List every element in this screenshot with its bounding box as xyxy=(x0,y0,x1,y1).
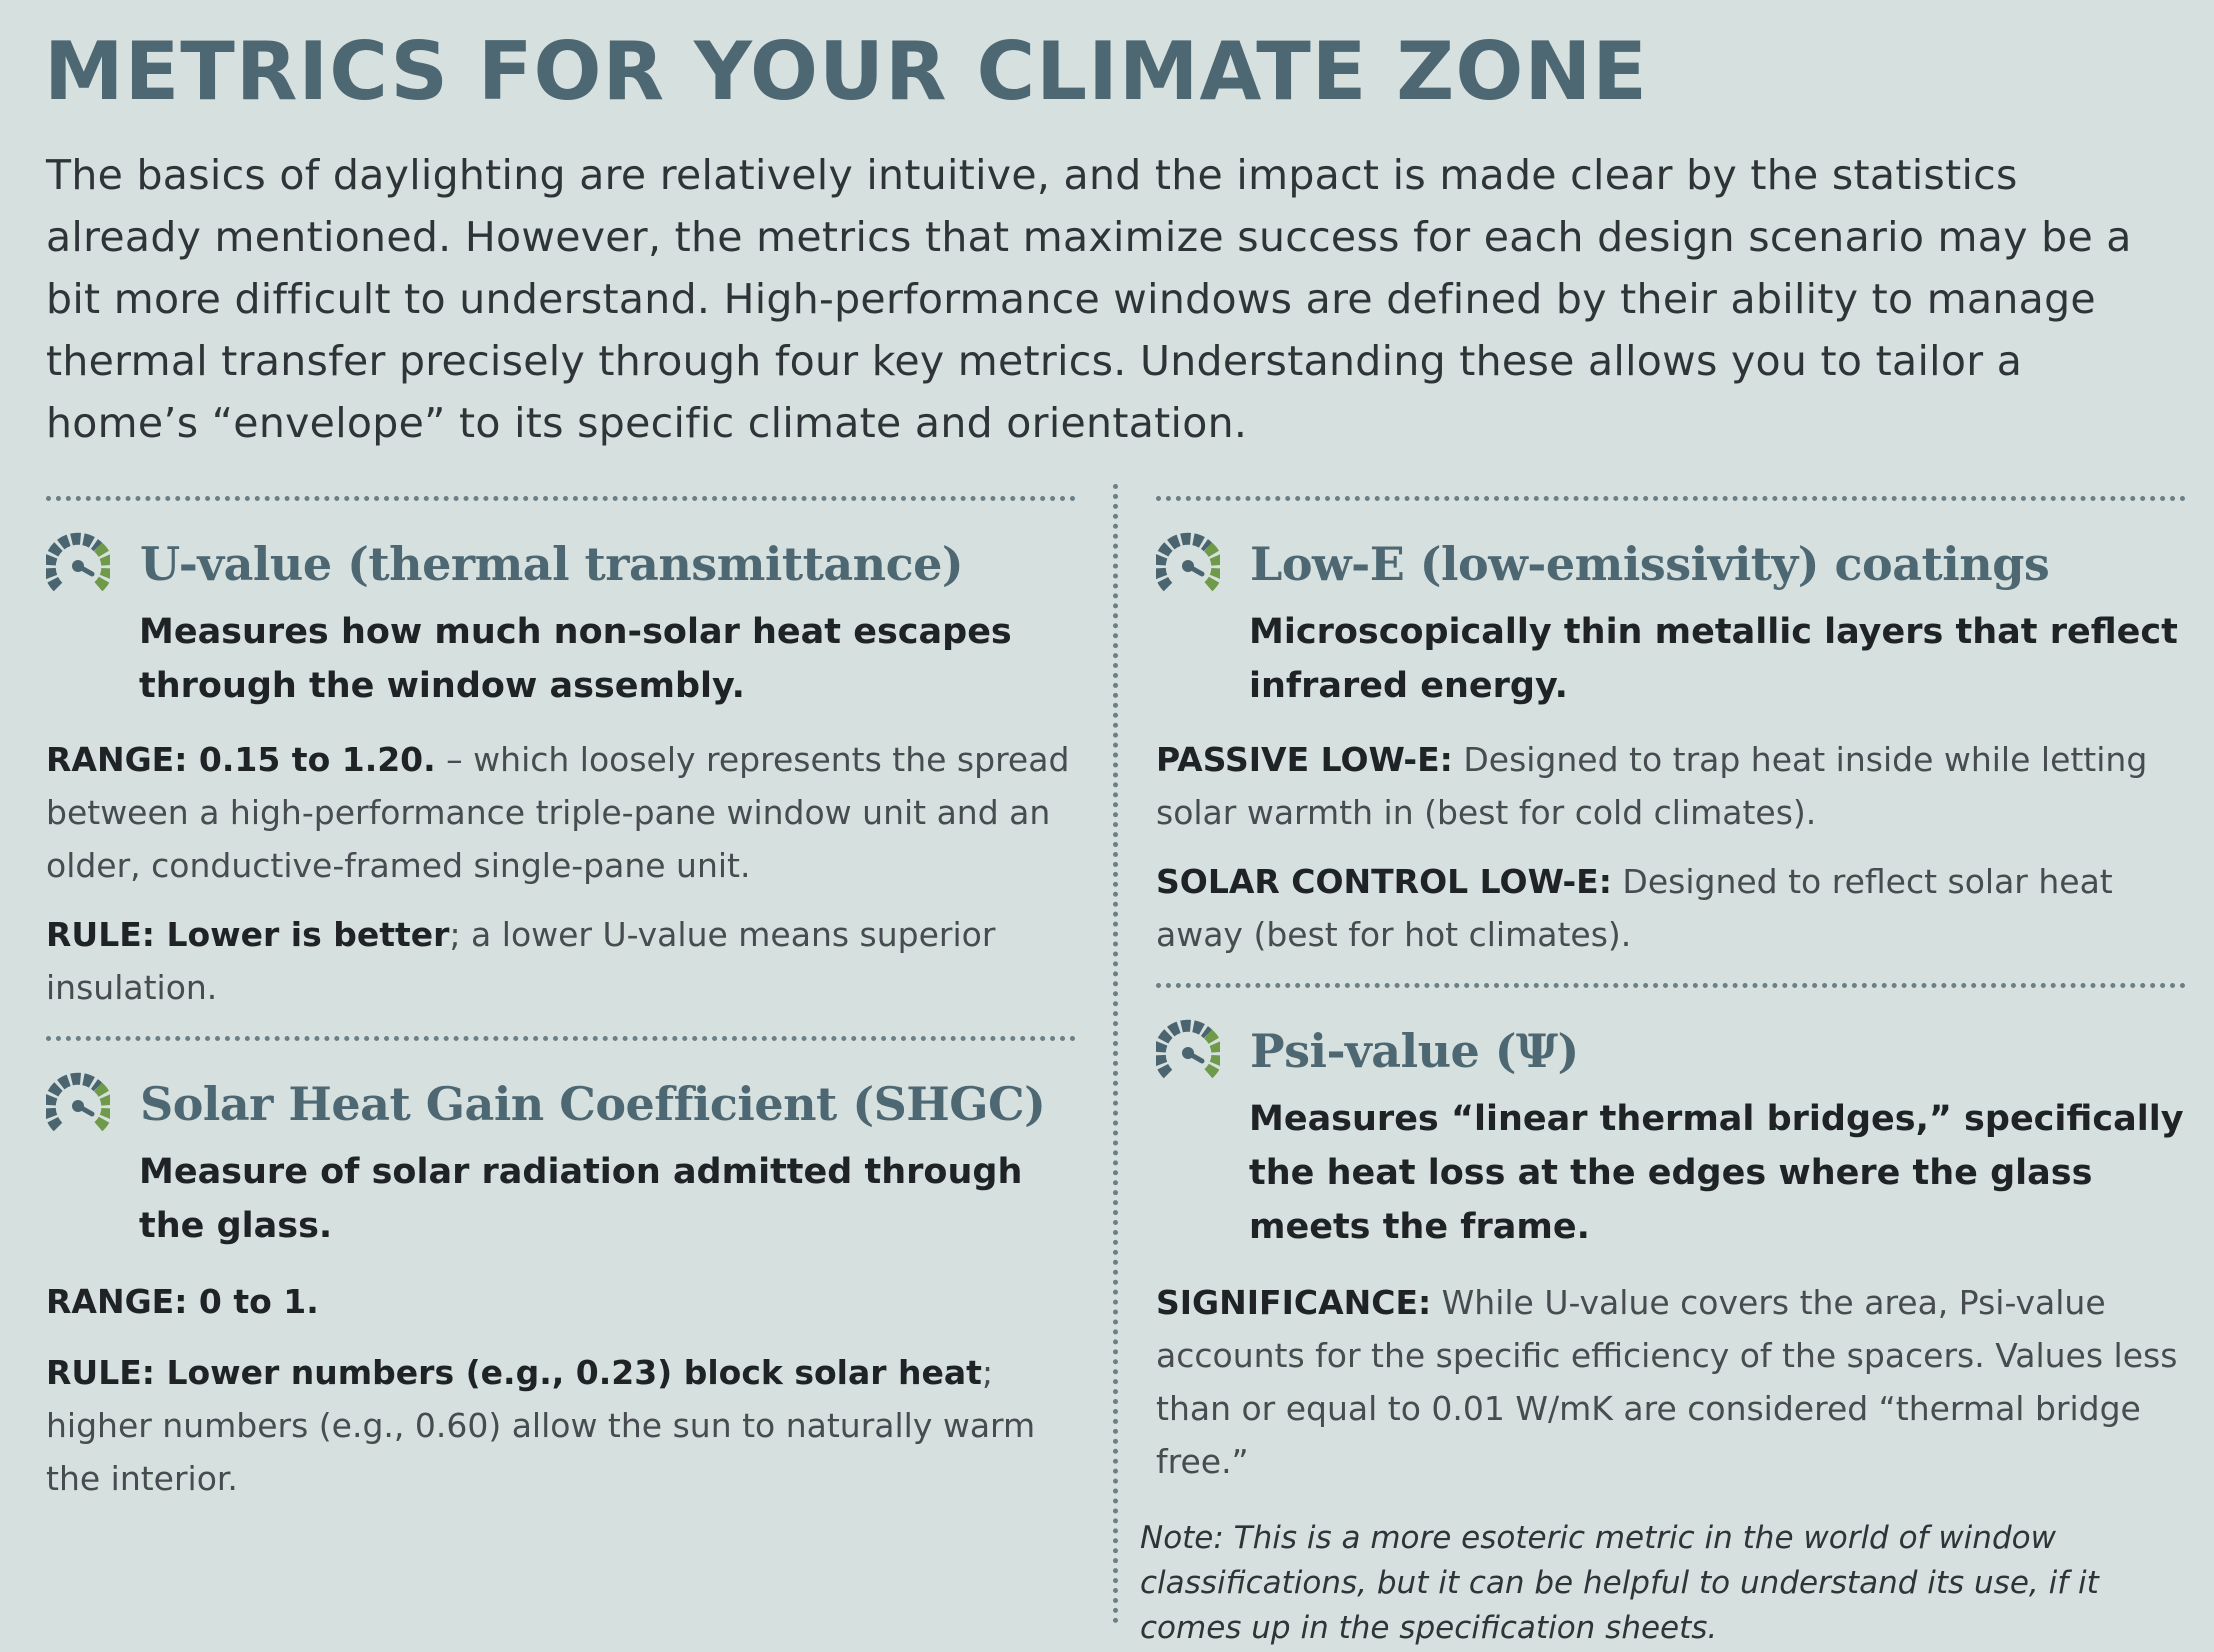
section-header xyxy=(46,1071,1076,1137)
section-title: U-value (thermal transmittance) xyxy=(140,537,964,591)
range-paragraph xyxy=(46,733,1076,892)
range-paragraph xyxy=(46,1275,1076,1328)
intro-paragraph: The basics of daylighting are relatively intuitive, and the impact is made clear by the statistics already mentioned. However, the metrics that maximize success for each design scenario may be a bit more difficult to understand. High-performance windows are defined by their ability to manage thermal transfer precisely through four key metrics. Understanding these allows you to tailor a home’s “envelope” to its specific climate and orientation. xyxy=(46,151,2132,447)
range-label: RANGE: 0.15 to 1.20. xyxy=(46,740,436,779)
horizontal-divider xyxy=(1156,496,2186,501)
lowe-section xyxy=(1156,531,2186,961)
gauge-icon xyxy=(1156,1019,1220,1083)
section-header xyxy=(1156,531,2186,597)
rule-text: ; a lower U-value means superior insulation. xyxy=(46,915,996,1007)
significance-label: SIGNIFICANCE: xyxy=(1156,1283,1432,1322)
range-label: RANGE: 0 to 1. xyxy=(46,1282,319,1321)
section-header xyxy=(1156,1018,2186,1084)
significance-text: While U-value covers the area, Psi-value accounts for the specific efficiency of the spacers. Values less than or equal to 0.01 W/mK are considered “thermal bridge free.” xyxy=(1156,1283,2178,1481)
gauge-icon xyxy=(46,1072,110,1136)
solar-control-label: SOLAR CONTROL LOW-E: xyxy=(1156,862,1612,901)
left-column xyxy=(46,496,1076,1505)
vertical-divider xyxy=(1113,484,1118,1624)
uvalue-section xyxy=(46,531,1076,1014)
note: Note: This is a more esoteric metric in the world of window classifications, but it can be helpful to understand its use, if it comes up in the specification sheets. xyxy=(1140,1520,2099,1646)
rule-label: RULE: Lower is better xyxy=(46,915,450,954)
shgc-section xyxy=(46,1071,1076,1505)
section-subtitle: Microscopically thin metallic layers that reflect infrared energy. xyxy=(1249,612,2178,706)
passive-paragraph xyxy=(1156,733,2186,839)
passive-label: PASSIVE LOW-E: xyxy=(1156,740,1453,779)
gauge-icon xyxy=(1156,532,1220,596)
horizontal-divider xyxy=(46,1036,1076,1041)
rule-paragraph xyxy=(46,908,1076,1014)
range-text: – which loosely represents the spread between a high-performance triple-pane window unit and an older, conductive-framed single-pane unit. xyxy=(46,740,1070,885)
gauge-icon xyxy=(46,532,110,596)
solar-control-paragraph xyxy=(1156,855,2186,961)
page-title: METRICS FOR YOUR CLIMATE ZONE xyxy=(44,25,1648,118)
psi-section xyxy=(1140,1018,2186,1651)
section-title: Low-E (low-emissivity) coatings xyxy=(1250,537,2050,591)
horizontal-divider xyxy=(46,496,1076,501)
section-title: Solar Heat Gain Coefficient (SHGC) xyxy=(140,1077,1046,1131)
right-column xyxy=(1140,496,2186,1651)
section-title: Psi-value (Ψ) xyxy=(1250,1024,1579,1078)
section-header xyxy=(46,531,1076,597)
section-subtitle: Measures “linear thermal bridges,” specifically the heat loss at the edges where the glass meets the frame. xyxy=(1249,1099,2184,1247)
rule-text: ; higher numbers (e.g., 0.60) allow the sun to naturally warm the interior. xyxy=(46,1353,1036,1498)
horizontal-divider xyxy=(1156,983,2186,988)
rule-label: RULE: Lower numbers (e.g., 0.23) block solar heat xyxy=(46,1353,982,1392)
section-subtitle: Measure of solar radiation admitted through the glass. xyxy=(139,1152,1023,1246)
significance-paragraph xyxy=(1156,1276,2186,1488)
passive-text: Designed to trap heat inside while letting solar warmth in (best for cold climates). xyxy=(1156,740,2148,832)
section-subtitle: Measures how much non-solar heat escapes through the window assembly. xyxy=(139,612,1012,706)
rule-paragraph xyxy=(46,1346,1076,1505)
solar-control-text: Designed to reflect solar heat away (best for hot climates). xyxy=(1156,862,2113,954)
